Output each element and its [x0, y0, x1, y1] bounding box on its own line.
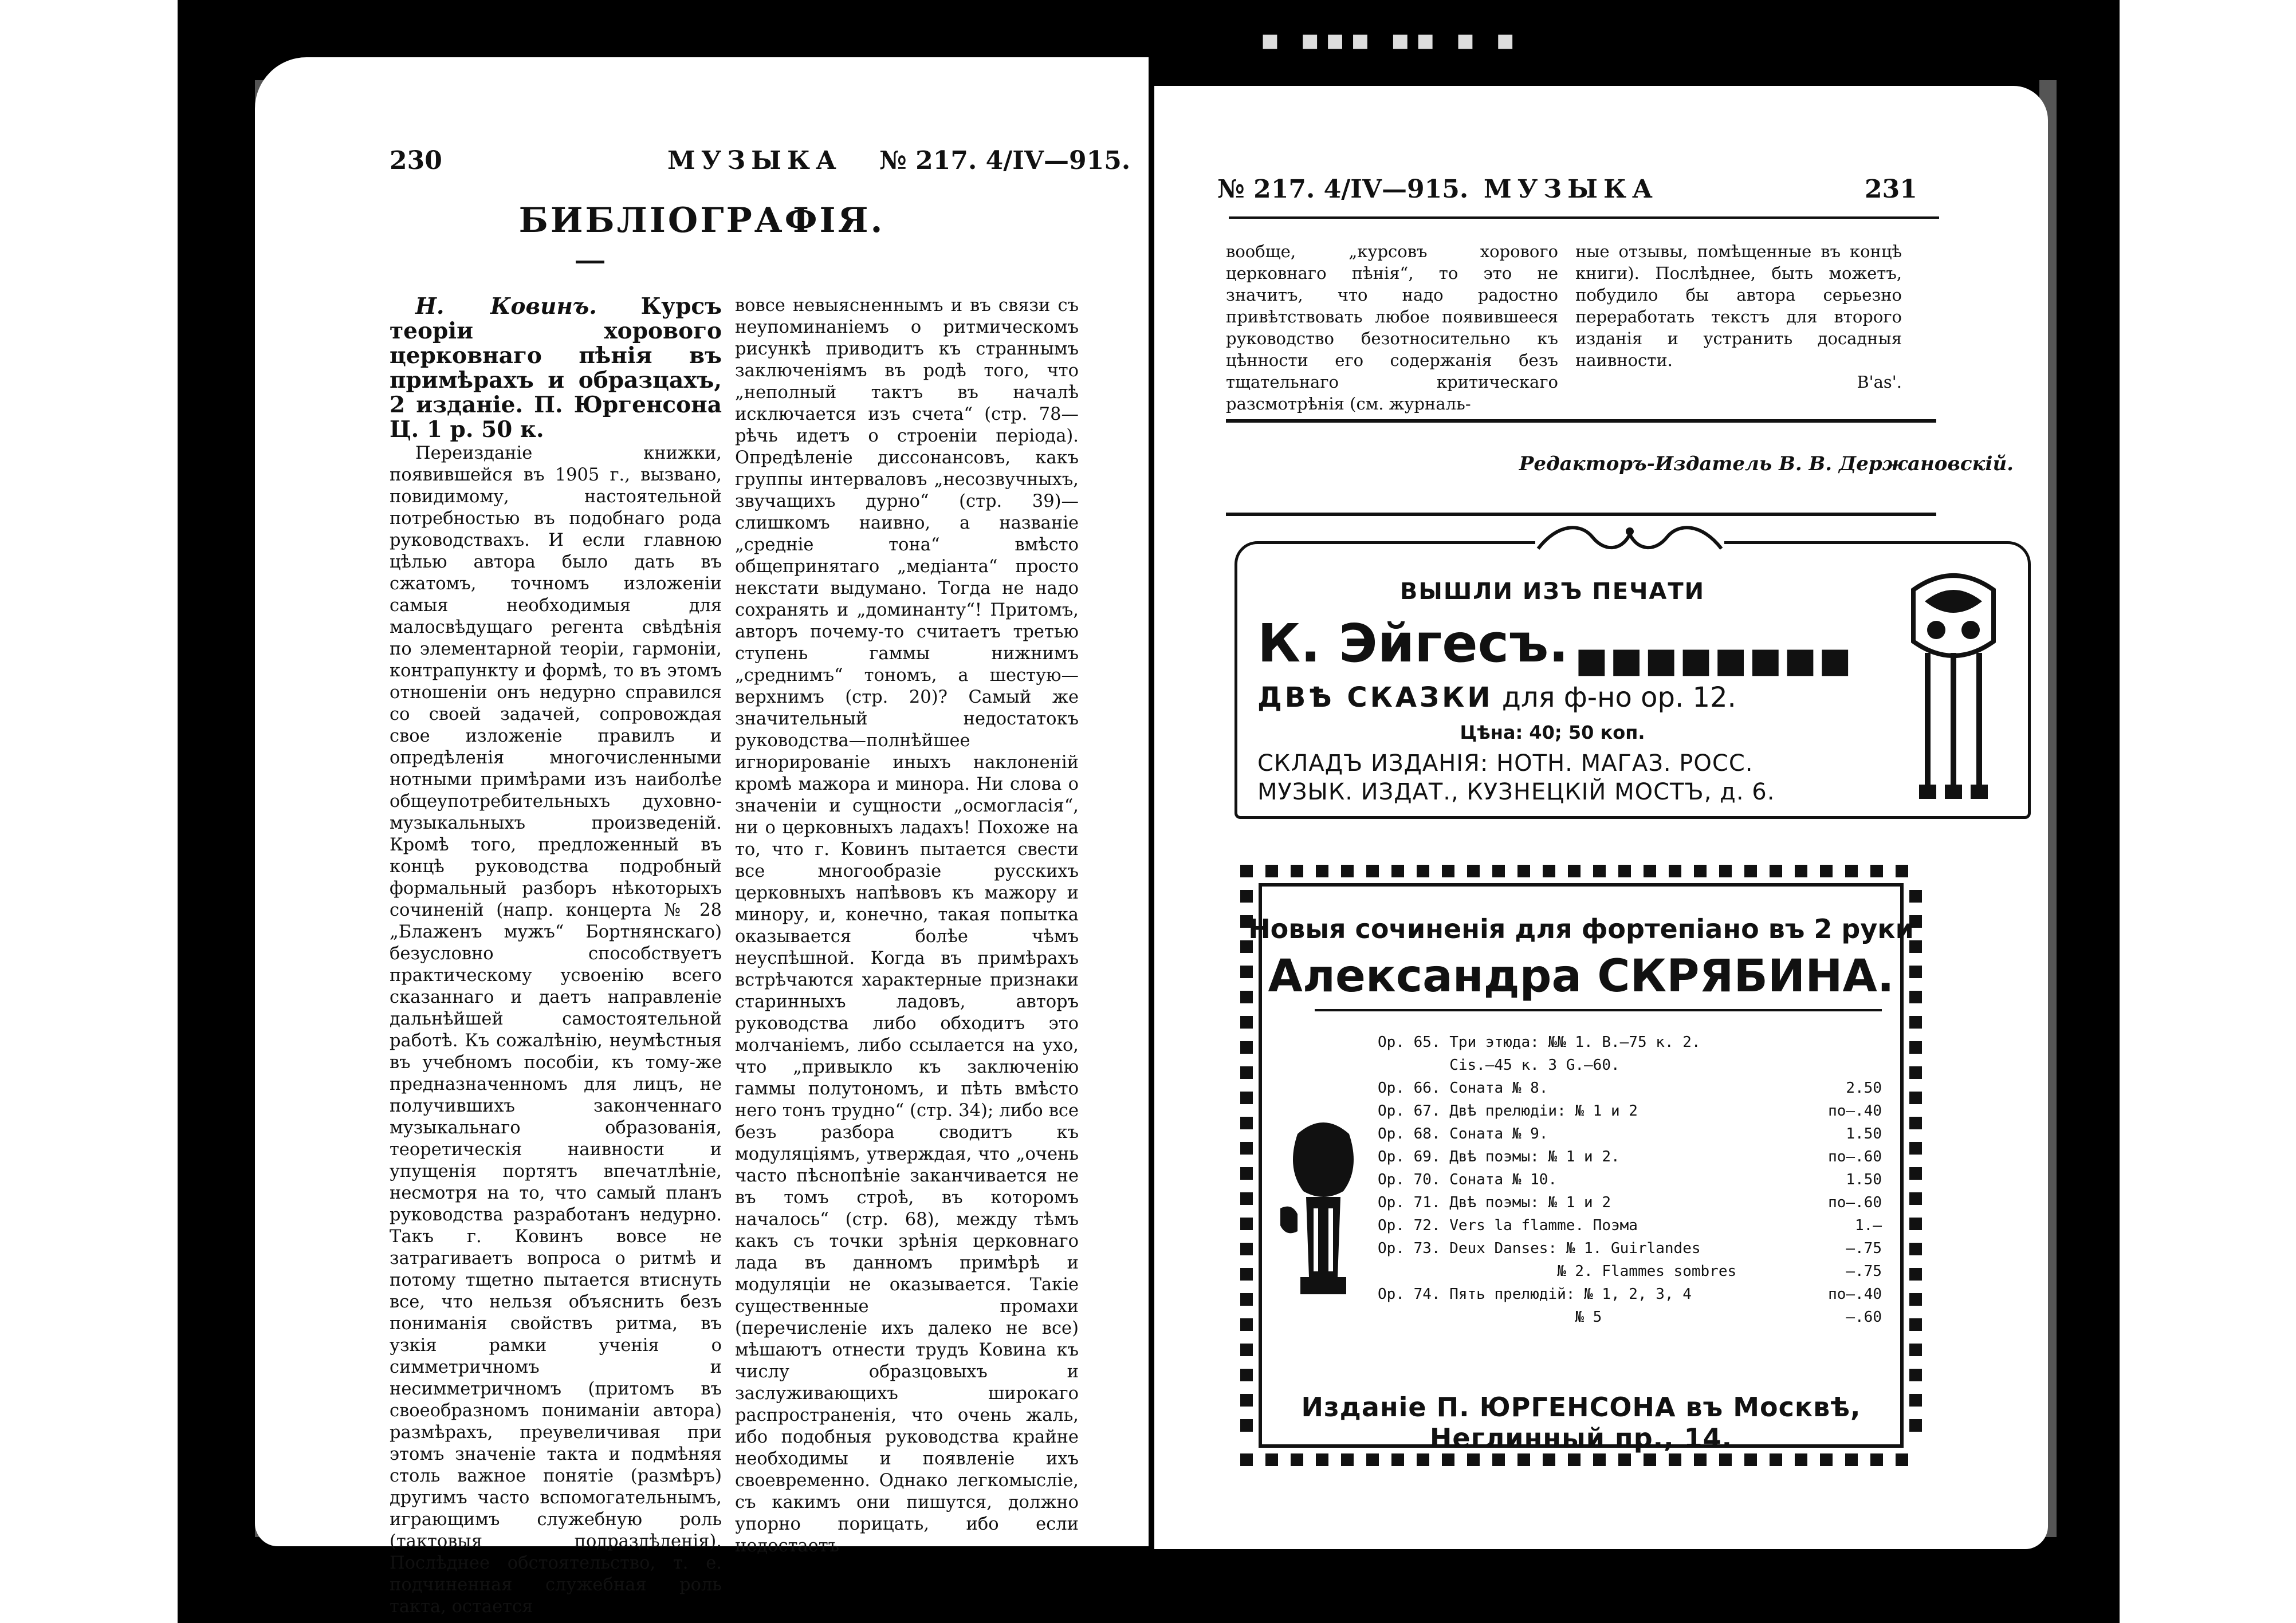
- composer-name: Александра СКРЯБИНА.: [1268, 951, 1894, 1002]
- border-square: [1265, 1453, 1278, 1466]
- section-heading: БИБЛІОГРАФІЯ.: [518, 200, 885, 241]
- border-square: [1240, 1092, 1253, 1104]
- decorative-dots: ■■■■■■■■: [1575, 640, 1854, 680]
- border-square: [1391, 1453, 1404, 1466]
- work-price: —.75: [1846, 1263, 1882, 1280]
- work-title: Op. 68. Соната № 9.: [1378, 1125, 1548, 1143]
- border-square: [1240, 890, 1253, 903]
- border-square: [1909, 1243, 1922, 1255]
- binding-marks: ▪ ▪▪▪ ▪▪ ▪ ▪: [1260, 23, 1521, 56]
- work-title: № 5: [1378, 1309, 1602, 1326]
- ad-heading: Новыя сочиненія для фортепіано въ 2 руки: [1248, 913, 1914, 944]
- work-row: [1378, 1168, 1882, 1191]
- work-row: [1378, 1283, 1882, 1306]
- border-square: [1291, 865, 1303, 877]
- border-square: [1618, 865, 1631, 877]
- border-square: [1896, 1453, 1908, 1466]
- review-lead: [390, 295, 722, 443]
- left-column-2: [735, 295, 1079, 1557]
- border-square: [1240, 1142, 1253, 1155]
- ad-heading: ВЫШЛИ ИЗЪ ПЕЧАТИ: [1399, 578, 1705, 605]
- scriabin-advertisement: [1240, 865, 1922, 1466]
- border-square: [1909, 1369, 1922, 1381]
- lyre-figure-icon: [1275, 1117, 1372, 1306]
- border-square: [1467, 865, 1480, 877]
- border-square: [1870, 865, 1883, 877]
- work-row: [1378, 1031, 1882, 1054]
- border-square: [1291, 1453, 1303, 1466]
- editor-line: Редакторъ-Издатель В. В. Держановскій.: [1519, 452, 2014, 475]
- border-square: [1240, 1293, 1253, 1306]
- border-square: [1240, 1066, 1253, 1079]
- border-square: [1870, 1453, 1883, 1466]
- work-price: по—.60: [1828, 1194, 1882, 1211]
- border-square: [1694, 1453, 1707, 1466]
- border-square: [1240, 865, 1253, 877]
- header-rule: [1229, 216, 1939, 219]
- border-square: [1909, 1092, 1922, 1104]
- work-title: [1257, 681, 1736, 714]
- border-square: [1341, 865, 1354, 877]
- left-column-1: [390, 295, 722, 1618]
- border-square: [1644, 1453, 1656, 1466]
- work-row: [1378, 1214, 1882, 1237]
- border-square: [1517, 1453, 1530, 1466]
- eiges-advertisement: [1235, 541, 2031, 819]
- work-row: [1378, 1077, 1882, 1100]
- page-number: 230: [390, 146, 442, 175]
- rule-bottom: [1226, 513, 1936, 516]
- border-square: [1744, 865, 1757, 877]
- publisher-footer: Изданіе П. ЮРГЕНСОНА въ Москвѣ, Неглинный пр., 14.: [1301, 1392, 1861, 1453]
- work-row: [1378, 1306, 1882, 1329]
- border-square: [1719, 1453, 1732, 1466]
- border-square: [1669, 865, 1681, 877]
- border-square: [1240, 1318, 1253, 1331]
- review-text-4: ные отзывы, помѣщенные въ концѣ книги). Послѣднее, быть можетъ, побудило бы автора серьезно переработать текстъ для второго изданія и устранить досадныя наивности.: [1575, 242, 1902, 370]
- border-square: [1770, 865, 1782, 877]
- border-square: [1366, 1453, 1379, 1466]
- issue-info: № 217. 4/IV—915.: [879, 146, 1131, 175]
- border-square: [1240, 1016, 1253, 1029]
- left-page: [255, 57, 1149, 1617]
- border-square: [1341, 1453, 1354, 1466]
- border-square: [1391, 865, 1404, 877]
- right-page: [1154, 86, 2048, 1549]
- border-square: [1240, 1243, 1253, 1255]
- work-price: [1813, 1031, 1882, 1054]
- review-author: Н. Ковинъ.: [415, 293, 597, 320]
- work-price: 1.—: [1855, 1217, 1882, 1234]
- review-signature: В'as'.: [1857, 372, 1902, 392]
- border-square: [1240, 1268, 1253, 1281]
- border-square: [1909, 1318, 1922, 1331]
- border-square: [1240, 1218, 1253, 1230]
- work-title: Op. 74. Пять прелюдій: № 1, 2, 3, 4: [1378, 1286, 1692, 1303]
- work-row: [1378, 1054, 1882, 1077]
- border-square: [1366, 865, 1379, 877]
- review-text-1: Переизданіе книжки, появившейся въ 1905 г., вызвано, повидимому, настоятельной потребностью въ подобнаго рода руководствахъ. И если главною цѣлью автора было дать въ сжатомъ, точномъ изложеніи самыя необходимыя для малосвѣдущаго регента свѣдѣнія по элементарной теоріи, гармоніи, контрапункту и формѣ, то въ этомъ отношеніи онъ недурно справился со своей задачей, сопровождая свое изложеніе правилъ и опредѣленія многочисленными нотными примѣрами изъ наиболѣе общеупотребительныхъ духовно-музыкальныхъ произведеній. Кромѣ того, предложенный въ концѣ руководства подробный формальный разборъ нѣкоторыхъ сочиненій (напр. концерта № 28 „Блаженъ мужъ“ Бортнянскаго) безусловно способствуетъ практическому усвоенію всего сказаннаго и даетъ направленіе дальнѣйшей самостоятельной работѣ. Къ сожалѣнію, неумѣстныя въ учебномъ пособіи, къ тому-же предназначенномъ для лицъ, не получившихъ законченнаго музыкальнаго образованія, теоретическія наивности и упущенія портятъ впечатлѣніе, несмотря на то, что самый планъ руководства разработанъ недурно. Такъ г. Ковинъ вовсе не затрагиваетъ вопроса о ритмѣ и потому тщетно пытается втиснуть все, что нельзя объяснить безъ пониманія свойствъ ритма, въ узкія рамки ученія о симметричномъ и несимметричномъ (притомъ въ своеобразномъ пониманіи автора) размѣрахъ, преувеличивая при этомъ значеніе такта и подмѣняя столь важное понятіе (размѣръ) другимъ часто вспомогательнымъ, играющимъ служебную роль (тактовыя подраздѣленія). Послѣднее обстоятельство, т. е. подчиненная служебная роль такта, остается: [390, 443, 722, 1617]
- border-square: [1316, 865, 1328, 877]
- price: Цѣна: 40; 50 коп.: [1460, 722, 1645, 743]
- border-square: [1517, 865, 1530, 877]
- border-square: [1694, 865, 1707, 877]
- page-number: 231: [1865, 175, 1917, 204]
- work-title: Op. 71. Двѣ поэмы: № 1 и 2: [1378, 1194, 1611, 1211]
- composer-name: К. Эйгесъ.: [1257, 613, 1569, 674]
- border-square: [1240, 1344, 1253, 1356]
- border-square: [1719, 865, 1732, 877]
- border-square: [1417, 1453, 1429, 1466]
- work-title: Op. 70. Соната № 10.: [1378, 1171, 1558, 1188]
- work-title: № 2. Flammes sombres: [1378, 1263, 1737, 1280]
- border-square: [1240, 1117, 1253, 1129]
- border-square: [1492, 865, 1505, 877]
- work-title: Op. 72. Vers la flamme. Поэма: [1378, 1217, 1638, 1234]
- border-square: [1770, 1453, 1782, 1466]
- border-square: [1492, 1453, 1505, 1466]
- work-price: по—.40: [1828, 1286, 1882, 1303]
- review-text-3: вообще, „курсовъ хорового церковнаго пѣнія“, то это не значитъ, что надо радостно привѣтствовать любое появившееся руководство безотносительно къ цѣнности его содержанія безъ тщательнаго критическаго разсмотрѣнія (см. журналь-: [1226, 242, 1558, 413]
- art-nouveau-ornament-icon: [1902, 567, 2005, 802]
- right-column-1: [1226, 241, 1558, 415]
- work-title: Op. 69. Двѣ поэмы: № 1 и 2.: [1378, 1148, 1620, 1165]
- store-line-2: МУЗЫК. ИЗДАТ., КУЗНЕЦКІЙ МОСТЪ, д. 6.: [1257, 779, 1775, 805]
- border-square: [1644, 865, 1656, 877]
- border-square: [1593, 1453, 1606, 1466]
- border-square: [1820, 1453, 1833, 1466]
- work-price: 2.50: [1846, 1080, 1882, 1097]
- border-square: [1845, 1453, 1858, 1466]
- border-square: [1543, 1453, 1555, 1466]
- border-square: [1568, 865, 1581, 877]
- work-price: 1.50: [1846, 1125, 1882, 1143]
- work-title: Cis.—45 к. 3 G.—60.: [1378, 1057, 1620, 1074]
- border-square: [1909, 1218, 1922, 1230]
- rule-top: [1226, 419, 1936, 423]
- border-square: [1909, 1167, 1922, 1180]
- work-row: [1378, 1122, 1882, 1145]
- border-square: [1417, 865, 1429, 877]
- work-row: [1378, 1145, 1882, 1168]
- work-row: [1378, 1260, 1882, 1283]
- border-square: [1909, 1117, 1922, 1129]
- border-square: [1442, 1453, 1454, 1466]
- store-line-1: СКЛАДЪ ИЗДАНІЯ: НОТН. МАГАЗ. РОСС.: [1257, 750, 1754, 777]
- border-square: [1909, 890, 1922, 903]
- border-square: [1845, 865, 1858, 877]
- border-square: [1896, 865, 1908, 877]
- border-square: [1744, 1453, 1757, 1466]
- work-price: по—.40: [1828, 1102, 1882, 1120]
- border-square: [1240, 1453, 1253, 1466]
- ornament-top: [1535, 520, 1724, 554]
- border-square: [1795, 1453, 1807, 1466]
- border-square: [1795, 865, 1807, 877]
- border-square: [1467, 1453, 1480, 1466]
- work-row: [1378, 1237, 1882, 1260]
- border-square: [1240, 1192, 1253, 1205]
- works-list: [1378, 1031, 1882, 1329]
- work-title: Op. 66. Соната № 8.: [1378, 1080, 1548, 1097]
- border-square: [1909, 1268, 1922, 1281]
- running-title: МУЗЫКА: [667, 146, 842, 175]
- border-square: [1240, 1167, 1253, 1180]
- work-title-main: ДВѢ СКАЗКИ: [1257, 681, 1493, 714]
- border-square: [1909, 1192, 1922, 1205]
- review-text-2: вовсе невыясненнымъ и въ связи съ неупоминаніемъ о ритмическомъ рисункѣ приводитъ къ страннымъ заключеніямъ въ родѣ того, что „неполный тактъ въ началѣ исключается изъ счета“ (стр. 78—рѣчь идетъ о строеніи періода). Опредѣленіе диссонансовъ, какъ группы интерваловъ „несозвучныхъ, звучащихъ дурно“ (стр. 39)—слишкомъ наивно, а названіе „средніе тона“ вмѣсто общепринятаго „медіанта“ просто некстати выдумано. Тогда не надо сохранять и „доминанту“! Притомъ, авторъ почему-то считаетъ третью ступень гаммы нижнимъ „среднимъ“ тономъ, а шестую—верхнимъ (стр. 20)? Самый же значительный недостатокъ руководства—полнѣйшее игнорированіе иныхъ наклоненій кромѣ мажора и минора. Ни слова о значеніи и сущности „осмогласія“, ни о церковныхъ ладахъ! Похоже на то, что г. Ковинъ пытается свести все многообразіе русскихъ церковныхъ напѣвовъ къ мажору и минору, и, конечно, такая попытка оказывается болѣе чѣмъ неуспѣшной. Когда въ примѣрахъ встрѣчаются характерные признаки старинныхъ ладовъ, авторъ руководства либо обходитъ это молчаніемъ, либо ссылается на ухо, что „привыкло къ заключенію гаммы полутономъ, и пѣть вмѣсто него тонъ трудно“ (стр. 34); либо все безъ разбора сводитъ къ модуляціямъ, утверждая, что „очень часто пѣснопѣніе заканчивается не въ томъ строѣ, въ которомъ началось“ (стр. 68), между тѣмъ какъ съ точки зрѣнія церковнаго лада въ данномъ примѣрѣ и модуляціи не оказывается. Такіе существенные промахи (перечисленіе ихъ далеко не все) мѣшаютъ отнести трудъ Ковина къ числу образцовыхъ и заслуживающихъ широкаго распространенія, что очень жаль, ибо подобныя руководства крайне необходимы и появленіе ихъ своевременно. Однако легкомысліе, съ какимъ они пишутся, должно упорно порицать, ибо если недостаетъ: [735, 296, 1079, 1556]
- border-square: [1442, 865, 1454, 877]
- border-square: [1669, 1453, 1681, 1466]
- work-price: 1.50: [1846, 1171, 1882, 1188]
- border-square: [1316, 1453, 1328, 1466]
- border-square: [1543, 865, 1555, 877]
- work-title: Op. 65. Три этюда: №№ 1. B.—75 к. 2.: [1378, 1034, 1701, 1051]
- work-price: —.60: [1846, 1309, 1882, 1326]
- composer-underline: [1315, 1009, 1882, 1011]
- border-square: [1593, 865, 1606, 877]
- review-book-title: Курсъ теоріи хорового церковнаго пѣнія въ примѣрахъ и образцахъ, 2 изданіе. П. Юргенсона Ц. 1 р. 50 к.: [390, 293, 722, 443]
- work-title: Op. 73. Deux Danses: № 1. Guirlandes: [1378, 1240, 1701, 1257]
- border-square: [1265, 865, 1278, 877]
- right-column-2: [1575, 241, 1902, 393]
- border-square: [1240, 1041, 1253, 1054]
- border-square: [1568, 1453, 1581, 1466]
- border-square: [1909, 1142, 1922, 1155]
- issue-info: № 217. 4/IV—915.: [1217, 175, 1469, 204]
- border-square: [1909, 1016, 1922, 1029]
- heading-dash: [576, 261, 604, 263]
- border-square: [1909, 1344, 1922, 1356]
- work-title: Op. 67. Двѣ прелюдіи: № 1 и 2: [1378, 1102, 1638, 1120]
- running-title: МУЗЫКА: [1484, 175, 1658, 204]
- work-price: —.75: [1846, 1240, 1882, 1257]
- work-price: [1813, 1054, 1882, 1077]
- border-square: [1909, 1293, 1922, 1306]
- border-square: [1909, 1066, 1922, 1079]
- border-square: [1909, 1041, 1922, 1054]
- work-row: [1378, 1191, 1882, 1214]
- work-row: [1378, 1100, 1882, 1122]
- border-square: [1240, 1369, 1253, 1381]
- work-price: по—.60: [1828, 1148, 1882, 1165]
- work-title-rest: для ф-но ор. 12.: [1493, 681, 1736, 714]
- border-square: [1820, 865, 1833, 877]
- border-square: [1618, 1453, 1631, 1466]
